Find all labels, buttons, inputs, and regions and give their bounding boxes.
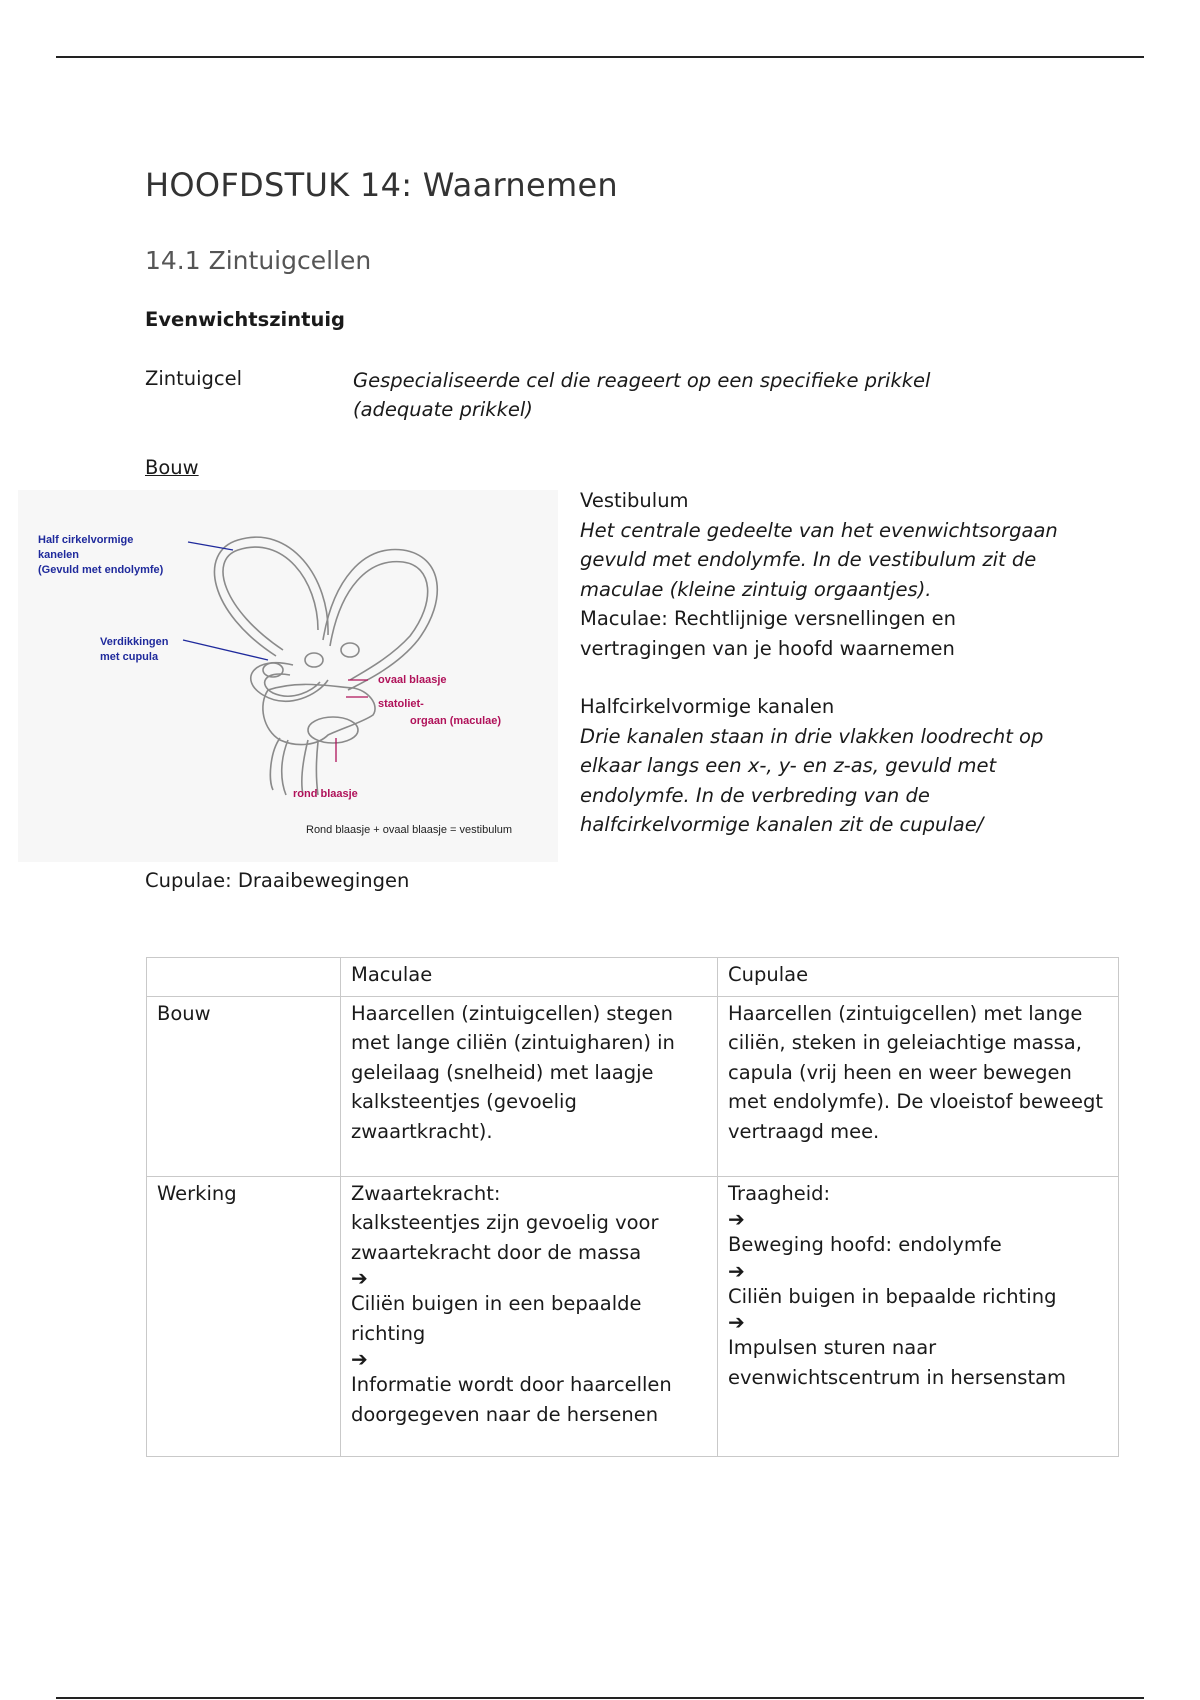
table-header-maculae: Maculae [341,958,718,997]
table-row-bouw [147,996,1119,1176]
definition-line-2: (adequate prikkel) [353,398,533,421]
label-verdikkingen-1: Verdikkingen [100,636,169,648]
cupulae-note: Cupulae: Draaibewegingen [145,869,410,892]
section-title: 14.1 Zintuigcellen [145,246,372,275]
row-label-werking: Werking [147,1176,341,1456]
werking-cupulae-cell [718,1176,1119,1456]
diagram-caption: Rond blaasje + ovaal blaasje = vestibulum [306,824,513,836]
bouw-maculae-cell: Haarcellen (zintuigcellen) stegen met lange ciliën (zintuigharen) in geleilaag (snelheid) met laagje kalksteentjes (gevoelig zwaartkracht). [341,996,718,1176]
label-ovaal: ovaal blaasje [378,674,447,686]
werking-maculae-line-1: Zwaartekracht: [351,1181,501,1205]
werking-cupulae-line-2: Beweging hoofd: endolymfe [728,1233,1002,1256]
werking-maculae-cell [341,1176,718,1456]
arrow-icon: ➔ [351,1347,368,1371]
top-rule [56,56,1144,58]
subheading: Evenwichtszintuig [145,308,345,331]
werking-maculae-line-4: Informatie wordt door haarcellen doorgegeven naar de hersenen [351,1373,672,1426]
label-rond: rond blaasje [293,788,358,800]
arrow-icon: ➔ [728,1207,745,1231]
table-header-empty [147,958,341,997]
werking-cupulae-line-1: Traagheid: [728,1181,831,1205]
arrow-icon: ➔ [351,1266,368,1290]
magenta-labels [293,674,501,800]
vestibulum-heading: Vestibulum [580,489,689,512]
maculae-note: Maculae: Rechtlijnige versnellingen en vertragingen van je hoofd waarnemen [580,607,956,660]
label-statoliet-1: statoliet- [378,698,424,710]
werking-cupulae-line-4: Impulsen sturen naar evenwichtscentrum in hersenstam [728,1336,1067,1389]
label-kanalen-3: (Gevuld met endolymfe) [38,564,164,576]
definition-line-1: Gespecialiseerde cel die reageert op een specifieke prikkel [353,369,931,392]
arrow-icon: ➔ [728,1258,745,1283]
halfcirkel-heading: Halfcirkelvormige kanalen [580,695,835,718]
row-label-bouw: Bouw [147,996,341,1176]
bottom-rule [56,1697,1144,1699]
label-kanalen-1: Half cirkelvormige [38,534,134,546]
label-statoliet-2: orgaan (maculae) [410,715,502,727]
bouw-cupulae-cell: Haarcellen (zintuigcellen) met lange ciliën, steken in geleiachtige massa, capula (vrij heen en weer bewegen met endolymfe). De vloeistof beweegt vertraagd mee. [718,996,1119,1176]
halfcirkel-description: Drie kanalen staan in drie vlakken loodrecht op elkaar langs een x-, y- en z-as, gevuld met endolymfe. In de verbreding van de halfcirkelvormige kanalen zit de cupulae/ [580,724,1044,836]
arrow-icon: ➔ [728,1310,745,1334]
vestibulum-description: Het centrale gedeelte van het evenwichtsorgaan gevuld met endolymfe. In de vestibulum zit de maculae (kleine zintuig orgaantjes). [580,518,1058,601]
definition-term: Zintuigcel [145,367,243,390]
label-kanalen-2: kanelen [38,549,79,561]
werking-cupulae-line-3: Ciliën buigen in bepaalde richting [728,1284,1057,1308]
right-column [580,486,1080,840]
canals-drawing [214,537,437,795]
table-row-werking [147,1176,1119,1456]
bouw-label: Bouw [145,456,199,479]
definition-text [353,366,930,424]
label-verdikkingen-2: met cupula [100,651,159,663]
werking-maculae-line-2: kalksteentjes zijn gevoelig voor zwaartekracht door de massa [351,1211,659,1264]
werking-maculae-line-3: Ciliën buigen in een bepaalde richting [351,1292,642,1345]
blue-labels [38,534,268,663]
table-header-row [147,958,1119,997]
inner-ear-diagram [18,490,558,862]
inner-ear-illustration [18,490,558,862]
table-header-cupulae: Cupulae [718,958,1119,997]
comparison-table [146,957,1119,1457]
chapter-title: HOOFDSTUK 14: Waarnemen [145,166,619,204]
